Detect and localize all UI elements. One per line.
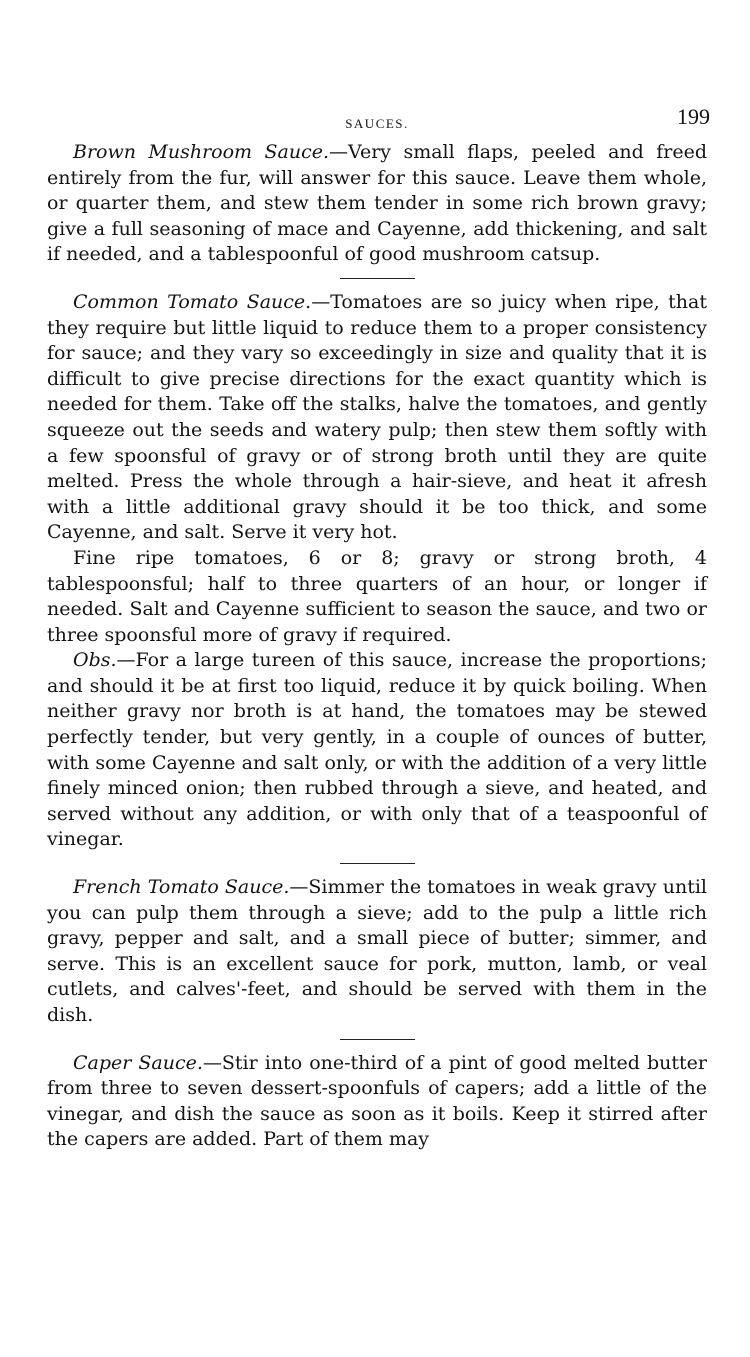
recipe-quantities: Fine ripe tomatoes, 6 or 8; gravy or strong broth, 4 tablespoonsful; half to three quarters of an hour, or longer if needed. Salt and Cayenne sufficient to season the sauce, and two or three spoonsful more of gravy if required. <box>47 546 707 646</box>
recipe-text: —Tomatoes are so juicy when ripe, that they require but little liquid to reduce them to a proper consistency for sauce; and they vary so exceedingly in size and quality that it is difficult to give precise directions for the exact quantity which is needed for them. Take off the stalks, halve the tomatoes, and gently squeeze out the seeds and watery pulp; then stew them softly with a few spoonsful of gravy or of strong broth until they are quite melted. Press the whole through a hair-sieve, and heat it afresh with a little additional gravy should it be too thick, and some Cayenne, and salt. Serve it very hot. <box>47 290 707 544</box>
section-divider <box>340 863 415 864</box>
recipe-text: —Simmer the tomatoes in weak gravy until you can pulp them through a sieve; add to the pulp a little rich gravy, pepper and salt, and a small piece of butter; simmer, and serve. This is an excellent sauce for pork, mutton, lamb, or veal cutlets, and calves'-feet, and should be served with them in the dish. <box>47 876 707 1026</box>
book-page <box>47 100 710 1153</box>
running-head <box>47 100 710 140</box>
page-number: 199 <box>677 104 710 129</box>
recipe-heading: Common Tomato Sauce. <box>73 290 312 313</box>
recipe-caper-sauce <box>47 1051 707 1153</box>
recipe-heading: French Tomato Sauce. <box>73 876 290 899</box>
recipe-heading: Brown Mushroom Sauce. <box>73 141 329 163</box>
section-divider <box>340 1039 415 1040</box>
section-divider <box>340 278 415 279</box>
recipe-text: —Very small flaps, peeled and freed entirely from the fur, will answer for this sauce. Leave them whole, or quarter them, and stew them tender in some rich brown gravy; give a full seasoning of mace and Cayenne, add thickening, and salt if needed, and a tablespoonful of good mushroom catsup. <box>47 141 707 266</box>
obs-heading: Obs. <box>73 649 117 672</box>
recipe-brown-mushroom-sauce <box>47 140 707 268</box>
recipe-observation <box>47 648 707 853</box>
running-title: SAUCES. <box>345 116 409 131</box>
obs-text: —For a large tureen of this sauce, increase the proportions; and should it be at first too liquid, reduce it by quick boiling. When neither gravy nor broth is at hand, the tomatoes may be stewed perfectly tender, but very gently, in a couple of ounces of butter, with some Cayenne and salt only, or with the addition of a very little finely minced onion; then rubbed through a sieve, and heated, and served without any addition, or with only that of a teaspoonful of vinegar. <box>47 649 707 851</box>
recipe-text: —Stir into one-third of a pint of good melted butter from three to seven dessert-spoonfuls of capers; add a little of the vinegar, and dish the sauce as soon as it boils. Keep it stirred after the capers are added. Part of them may <box>47 1051 707 1151</box>
recipe-heading: Caper Sauce. <box>73 1051 203 1074</box>
recipe-common-tomato-sauce <box>47 290 707 546</box>
recipe-french-tomato-sauce <box>47 875 707 1029</box>
